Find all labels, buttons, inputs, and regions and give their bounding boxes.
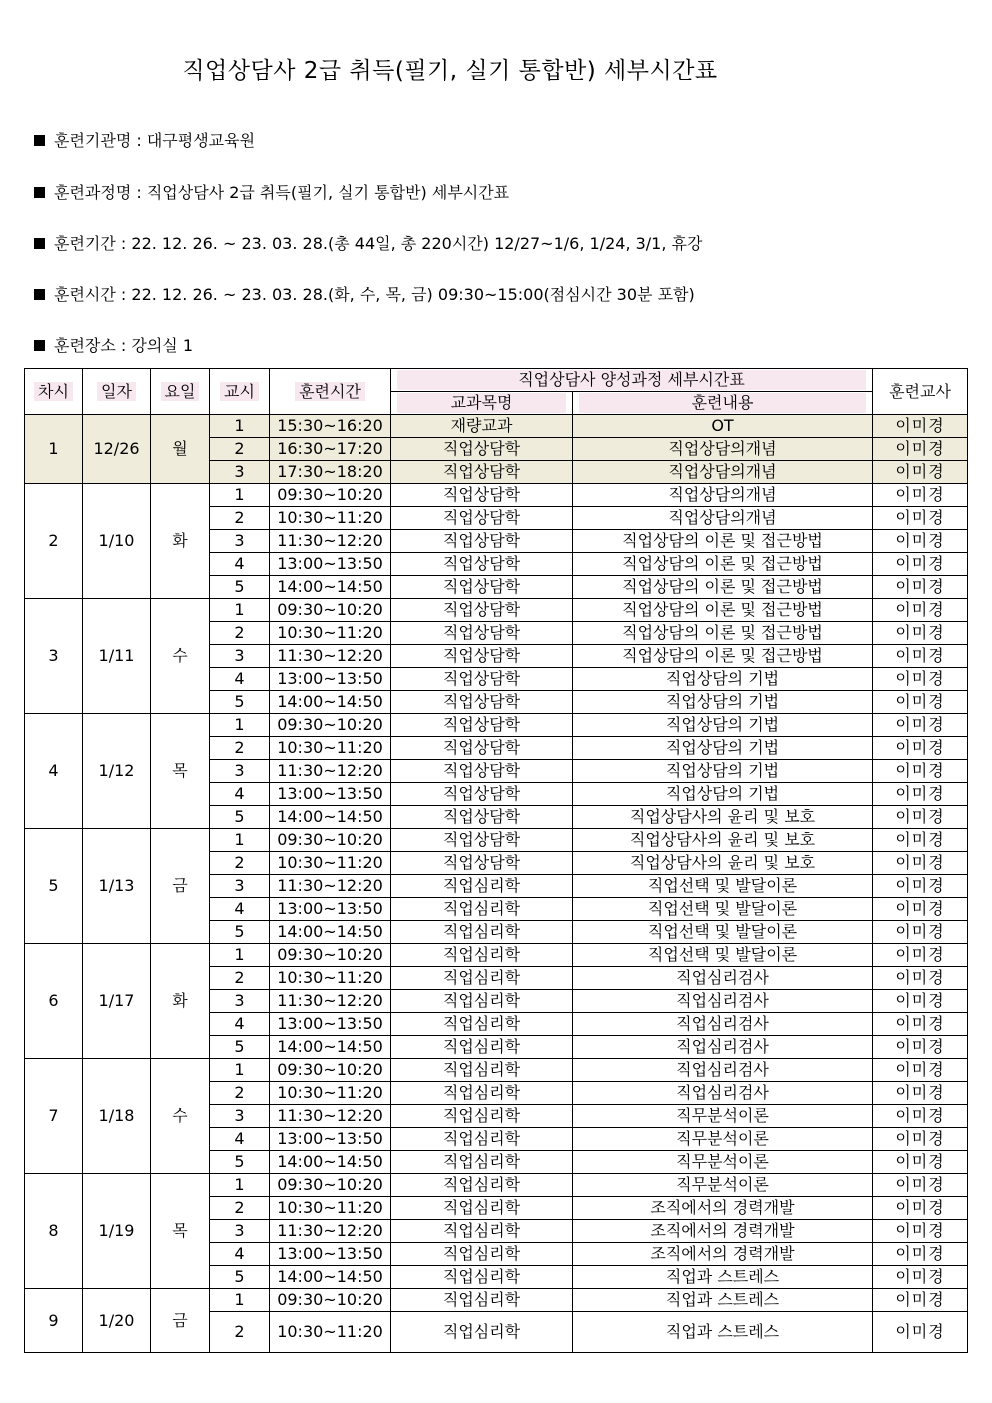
time-cell: 09:30~10:20 <box>270 484 391 507</box>
teacher-cell: 이미경 <box>873 576 968 599</box>
content-cell: 직업심리검사 <box>573 967 873 990</box>
time-cell: 15:30~16:20 <box>270 415 391 438</box>
content-cell: 직업상담의 이론 및 접근방법 <box>573 576 873 599</box>
teacher-cell: 이미경 <box>873 691 968 714</box>
period-cell: 3 <box>210 875 270 898</box>
content-cell: 조직에서의 경력개발 <box>573 1220 873 1243</box>
subject-cell: 직업심리학 <box>391 875 573 898</box>
teacher-cell: 이미경 <box>873 829 968 852</box>
square-bullet-icon <box>34 340 45 351</box>
date-cell: 1/17 <box>83 944 151 1059</box>
period-cell: 5 <box>210 806 270 829</box>
subject-cell: 직업심리학 <box>391 1289 573 1312</box>
session-number-cell: 6 <box>25 944 83 1059</box>
subject-cell: 직업심리학 <box>391 1174 573 1197</box>
subject-cell: 직업심리학 <box>391 1243 573 1266</box>
content-cell: 직업상담의 기법 <box>573 783 873 806</box>
info-line-hours <box>34 282 695 305</box>
header-weekday: 요일 <box>151 369 210 415</box>
subject-cell: 직업상담학 <box>391 530 573 553</box>
content-cell: 직업상담사의 윤리 및 보호 <box>573 806 873 829</box>
content-cell: 직업상담의 이론 및 접근방법 <box>573 599 873 622</box>
content-cell: 직업심리검사 <box>573 1059 873 1082</box>
period-cell: 3 <box>210 990 270 1013</box>
weekday-cell: 금 <box>151 829 210 944</box>
subject-cell: 직업심리학 <box>391 1197 573 1220</box>
content-cell: 직업상담의 이론 및 접근방법 <box>573 553 873 576</box>
weekday-cell: 화 <box>151 944 210 1059</box>
session-number-cell: 9 <box>25 1289 83 1353</box>
time-cell: 10:30~11:20 <box>270 1197 391 1220</box>
weekday-cell: 금 <box>151 1289 210 1353</box>
period-cell: 5 <box>210 576 270 599</box>
subject-cell: 직업상담학 <box>391 553 573 576</box>
teacher-cell: 이미경 <box>873 1312 968 1353</box>
period-cell: 2 <box>210 507 270 530</box>
period-cell: 5 <box>210 691 270 714</box>
time-cell: 13:00~13:50 <box>270 898 391 921</box>
teacher-cell: 이미경 <box>873 944 968 967</box>
time-cell: 16:30~17:20 <box>270 438 391 461</box>
content-cell: OT <box>573 415 873 438</box>
period-cell: 4 <box>210 898 270 921</box>
content-cell: 직업과 스트레스 <box>573 1312 873 1353</box>
teacher-cell: 이미경 <box>873 484 968 507</box>
subject-cell: 직업심리학 <box>391 921 573 944</box>
subject-cell: 직업심리학 <box>391 1036 573 1059</box>
weekday-cell: 수 <box>151 599 210 714</box>
teacher-cell: 이미경 <box>873 1059 968 1082</box>
header-session: 차시 <box>25 369 83 415</box>
teacher-cell: 이미경 <box>873 415 968 438</box>
content-cell: 직업상담사의 윤리 및 보호 <box>573 829 873 852</box>
period-cell: 1 <box>210 1059 270 1082</box>
time-cell: 13:00~13:50 <box>270 783 391 806</box>
session-number-cell: 5 <box>25 829 83 944</box>
teacher-cell: 이미경 <box>873 921 968 944</box>
time-cell: 10:30~11:20 <box>270 852 391 875</box>
subject-cell: 직업상담학 <box>391 576 573 599</box>
time-cell: 13:00~13:50 <box>270 1128 391 1151</box>
time-cell: 10:30~11:20 <box>270 1082 391 1105</box>
subject-cell: 직업심리학 <box>391 1220 573 1243</box>
period-cell: 2 <box>210 967 270 990</box>
subject-cell: 직업상담학 <box>391 622 573 645</box>
content-cell: 직업상담의 기법 <box>573 737 873 760</box>
teacher-cell: 이미경 <box>873 898 968 921</box>
content-cell: 직업심리검사 <box>573 1082 873 1105</box>
subject-cell: 직업상담학 <box>391 806 573 829</box>
content-cell: 직업심리검사 <box>573 1036 873 1059</box>
date-cell: 1/19 <box>83 1174 151 1289</box>
content-cell: 직업과 스트레스 <box>573 1289 873 1312</box>
teacher-cell: 이미경 <box>873 1151 968 1174</box>
teacher-cell: 이미경 <box>873 714 968 737</box>
teacher-cell: 이미경 <box>873 852 968 875</box>
subject-cell: 직업심리학 <box>391 898 573 921</box>
teacher-cell: 이미경 <box>873 553 968 576</box>
session-number-cell: 7 <box>25 1059 83 1174</box>
subject-cell: 직업상담학 <box>391 783 573 806</box>
date-cell: 1/12 <box>83 714 151 829</box>
subject-cell: 직업상담학 <box>391 484 573 507</box>
content-cell: 직업심리검사 <box>573 990 873 1013</box>
time-cell: 11:30~12:20 <box>270 990 391 1013</box>
time-cell: 13:00~13:50 <box>270 1013 391 1036</box>
time-cell: 11:30~12:20 <box>270 645 391 668</box>
subject-cell: 직업심리학 <box>391 1105 573 1128</box>
teacher-cell: 이미경 <box>873 990 968 1013</box>
period-cell: 2 <box>210 852 270 875</box>
session-number-cell: 8 <box>25 1174 83 1289</box>
header-teacher: 훈련교사 <box>873 369 968 415</box>
time-cell: 10:30~11:20 <box>270 507 391 530</box>
period-cell: 2 <box>210 737 270 760</box>
teacher-cell: 이미경 <box>873 1197 968 1220</box>
time-cell: 11:30~12:20 <box>270 1105 391 1128</box>
page-title: 직업상담사 2급 취득(필기, 실기 통합반) 세부시간표 <box>182 58 718 84</box>
time-cell: 10:30~11:20 <box>270 1312 391 1353</box>
subject-cell: 직업상담학 <box>391 507 573 530</box>
time-cell: 10:30~11:20 <box>270 622 391 645</box>
period-cell: 5 <box>210 1266 270 1289</box>
period-cell: 1 <box>210 599 270 622</box>
period-cell: 3 <box>210 760 270 783</box>
square-bullet-icon <box>34 238 45 249</box>
subject-cell: 직업상담학 <box>391 829 573 852</box>
date-cell: 1/20 <box>83 1289 151 1353</box>
subject-cell: 직업심리학 <box>391 1013 573 1036</box>
teacher-cell: 이미경 <box>873 967 968 990</box>
content-cell: 직무분석이론 <box>573 1174 873 1197</box>
time-cell: 14:00~14:50 <box>270 921 391 944</box>
subject-cell: 직업상담학 <box>391 438 573 461</box>
time-cell: 11:30~12:20 <box>270 760 391 783</box>
table-row <box>25 1289 968 1312</box>
subject-cell: 직업상담학 <box>391 737 573 760</box>
period-cell: 3 <box>210 1220 270 1243</box>
subject-cell: 직업상담학 <box>391 714 573 737</box>
period-cell: 4 <box>210 1243 270 1266</box>
subject-cell: 직업상담학 <box>391 599 573 622</box>
info-text: 훈련기간 : 22. 12. 26. ~ 23. 03. 28.(총 44일, 총 220시간) 12/27~1/6, 1/24, 3/1, 휴강 <box>54 234 703 253</box>
subject-cell: 직업심리학 <box>391 1059 573 1082</box>
time-cell: 13:00~13:50 <box>270 668 391 691</box>
header-time: 훈련시간 <box>270 369 391 415</box>
subject-cell: 직업심리학 <box>391 1151 573 1174</box>
time-cell: 11:30~12:20 <box>270 1220 391 1243</box>
period-cell: 2 <box>210 438 270 461</box>
period-cell: 2 <box>210 1312 270 1353</box>
date-cell: 1/11 <box>83 599 151 714</box>
period-cell: 1 <box>210 944 270 967</box>
teacher-cell: 이미경 <box>873 438 968 461</box>
subject-cell: 직업심리학 <box>391 944 573 967</box>
content-cell: 직업심리검사 <box>573 1013 873 1036</box>
period-cell: 1 <box>210 1174 270 1197</box>
time-cell: 09:30~10:20 <box>270 1174 391 1197</box>
content-cell: 직무분석이론 <box>573 1128 873 1151</box>
weekday-cell: 월 <box>151 415 210 484</box>
period-cell: 4 <box>210 553 270 576</box>
time-cell: 13:00~13:50 <box>270 553 391 576</box>
content-cell: 조직에서의 경력개발 <box>573 1243 873 1266</box>
teacher-cell: 이미경 <box>873 668 968 691</box>
weekday-cell: 화 <box>151 484 210 599</box>
subject-cell: 직업상담학 <box>391 645 573 668</box>
time-cell: 14:00~14:50 <box>270 576 391 599</box>
period-cell: 3 <box>210 1105 270 1128</box>
info-text: 훈련기관명 : 대구평생교육원 <box>54 131 256 150</box>
teacher-cell: 이미경 <box>873 737 968 760</box>
period-cell: 1 <box>210 714 270 737</box>
table-row <box>25 1174 968 1197</box>
content-cell: 직업선택 및 발달이론 <box>573 875 873 898</box>
content-cell: 직업상담의 기법 <box>573 691 873 714</box>
content-cell: 직업선택 및 발달이론 <box>573 921 873 944</box>
info-text: 훈련시간 : 22. 12. 26. ~ 23. 03. 28.(화, 수, 목, 금) 09:30~15:00(점심시간 30분 포함) <box>54 285 695 304</box>
content-cell: 직업상담의개념 <box>573 507 873 530</box>
date-cell: 1/13 <box>83 829 151 944</box>
square-bullet-icon <box>34 289 45 300</box>
time-cell: 09:30~10:20 <box>270 1059 391 1082</box>
header-period: 교시 <box>210 369 270 415</box>
content-cell: 직업과 스트레스 <box>573 1266 873 1289</box>
schedule-body <box>25 415 968 1353</box>
teacher-cell: 이미경 <box>873 1289 968 1312</box>
time-cell: 09:30~10:20 <box>270 599 391 622</box>
content-cell: 직업상담의개념 <box>573 461 873 484</box>
time-cell: 11:30~12:20 <box>270 875 391 898</box>
time-cell: 09:30~10:20 <box>270 714 391 737</box>
content-cell: 직업상담의 이론 및 접근방법 <box>573 622 873 645</box>
period-cell: 1 <box>210 829 270 852</box>
teacher-cell: 이미경 <box>873 806 968 829</box>
subject-cell: 직업상담학 <box>391 852 573 875</box>
weekday-cell: 수 <box>151 1059 210 1174</box>
teacher-cell: 이미경 <box>873 1243 968 1266</box>
square-bullet-icon <box>34 135 45 146</box>
subject-cell: 직업상담학 <box>391 691 573 714</box>
content-cell: 직업상담사의 윤리 및 보호 <box>573 852 873 875</box>
teacher-cell: 이미경 <box>873 645 968 668</box>
info-line-course <box>34 180 509 203</box>
period-cell: 4 <box>210 1013 270 1036</box>
subject-cell: 직업심리학 <box>391 990 573 1013</box>
period-cell: 2 <box>210 622 270 645</box>
weekday-cell: 목 <box>151 1174 210 1289</box>
period-cell: 4 <box>210 668 270 691</box>
square-bullet-icon <box>34 187 45 198</box>
teacher-cell: 이미경 <box>873 875 968 898</box>
content-cell: 직업상담의 기법 <box>573 714 873 737</box>
teacher-cell: 이미경 <box>873 1013 968 1036</box>
info-line-period <box>34 231 702 254</box>
period-cell: 1 <box>210 484 270 507</box>
teacher-cell: 이미경 <box>873 622 968 645</box>
period-cell: 1 <box>210 415 270 438</box>
content-cell: 조직에서의 경력개발 <box>573 1197 873 1220</box>
table-row <box>25 944 968 967</box>
period-cell: 5 <box>210 921 270 944</box>
date-cell: 1/10 <box>83 484 151 599</box>
table-row <box>25 1059 968 1082</box>
teacher-cell: 이미경 <box>873 783 968 806</box>
content-cell: 직업선택 및 발달이론 <box>573 944 873 967</box>
teacher-cell: 이미경 <box>873 1266 968 1289</box>
teacher-cell: 이미경 <box>873 599 968 622</box>
content-cell: 직업상담의 이론 및 접근방법 <box>573 645 873 668</box>
content-cell: 직업상담의 이론 및 접근방법 <box>573 530 873 553</box>
time-cell: 14:00~14:50 <box>270 1151 391 1174</box>
time-cell: 09:30~10:20 <box>270 829 391 852</box>
content-cell: 직업상담의개념 <box>573 484 873 507</box>
content-cell: 직업상담의개념 <box>573 438 873 461</box>
teacher-cell: 이미경 <box>873 1128 968 1151</box>
period-cell: 4 <box>210 1128 270 1151</box>
teacher-cell: 이미경 <box>873 760 968 783</box>
info-line-institution <box>34 128 255 151</box>
teacher-cell: 이미경 <box>873 1105 968 1128</box>
subject-cell: 직업심리학 <box>391 1082 573 1105</box>
teacher-cell: 이미경 <box>873 461 968 484</box>
subject-cell: 직업심리학 <box>391 1128 573 1151</box>
subject-cell: 직업상담학 <box>391 461 573 484</box>
time-cell: 09:30~10:20 <box>270 1289 391 1312</box>
period-cell: 5 <box>210 1036 270 1059</box>
teacher-cell: 이미경 <box>873 1174 968 1197</box>
content-cell: 직업상담의 기법 <box>573 760 873 783</box>
table-row <box>25 714 968 737</box>
table-row <box>25 599 968 622</box>
table-row <box>25 415 968 438</box>
subject-cell: 직업상담학 <box>391 760 573 783</box>
period-cell: 2 <box>210 1197 270 1220</box>
subject-cell: 직업심리학 <box>391 1312 573 1353</box>
period-cell: 3 <box>210 645 270 668</box>
time-cell: 09:30~10:20 <box>270 944 391 967</box>
info-text: 훈련장소 : 강의실 1 <box>54 336 194 355</box>
period-cell: 2 <box>210 1082 270 1105</box>
subject-cell: 재량교과 <box>391 415 573 438</box>
subject-cell: 직업심리학 <box>391 967 573 990</box>
header-group: 직업상담사 양성과정 세부시간표 <box>391 369 873 392</box>
teacher-cell: 이미경 <box>873 1220 968 1243</box>
teacher-cell: 이미경 <box>873 1036 968 1059</box>
session-number-cell: 2 <box>25 484 83 599</box>
session-number-cell: 3 <box>25 599 83 714</box>
teacher-cell: 이미경 <box>873 530 968 553</box>
session-number-cell: 1 <box>25 415 83 484</box>
time-cell: 11:30~12:20 <box>270 530 391 553</box>
teacher-cell: 이미경 <box>873 1082 968 1105</box>
content-cell: 직업선택 및 발달이론 <box>573 898 873 921</box>
date-cell: 1/18 <box>83 1059 151 1174</box>
period-cell: 3 <box>210 530 270 553</box>
info-line-location <box>34 333 193 356</box>
date-cell: 12/26 <box>83 415 151 484</box>
content-cell: 직업상담의 기법 <box>573 668 873 691</box>
schedule-table <box>24 368 968 1353</box>
header-date: 일자 <box>83 369 151 415</box>
session-number-cell: 4 <box>25 714 83 829</box>
time-cell: 14:00~14:50 <box>270 691 391 714</box>
period-cell: 4 <box>210 783 270 806</box>
time-cell: 10:30~11:20 <box>270 967 391 990</box>
time-cell: 10:30~11:20 <box>270 737 391 760</box>
time-cell: 13:00~13:50 <box>270 1243 391 1266</box>
time-cell: 17:30~18:20 <box>270 461 391 484</box>
table-row <box>25 829 968 852</box>
table-row <box>25 484 968 507</box>
header-content: 훈련내용 <box>573 392 873 415</box>
time-cell: 14:00~14:50 <box>270 806 391 829</box>
period-cell: 5 <box>210 1151 270 1174</box>
period-cell: 3 <box>210 461 270 484</box>
subject-cell: 직업심리학 <box>391 1266 573 1289</box>
info-text: 훈련과정명 : 직업상담사 2급 취득(필기, 실기 통합반) 세부시간표 <box>54 183 510 202</box>
period-cell: 1 <box>210 1289 270 1312</box>
content-cell: 직무분석이론 <box>573 1151 873 1174</box>
content-cell: 직무분석이론 <box>573 1105 873 1128</box>
weekday-cell: 목 <box>151 714 210 829</box>
time-cell: 14:00~14:50 <box>270 1266 391 1289</box>
teacher-cell: 이미경 <box>873 507 968 530</box>
header-subject: 교과목명 <box>391 392 573 415</box>
time-cell: 14:00~14:50 <box>270 1036 391 1059</box>
subject-cell: 직업상담학 <box>391 668 573 691</box>
